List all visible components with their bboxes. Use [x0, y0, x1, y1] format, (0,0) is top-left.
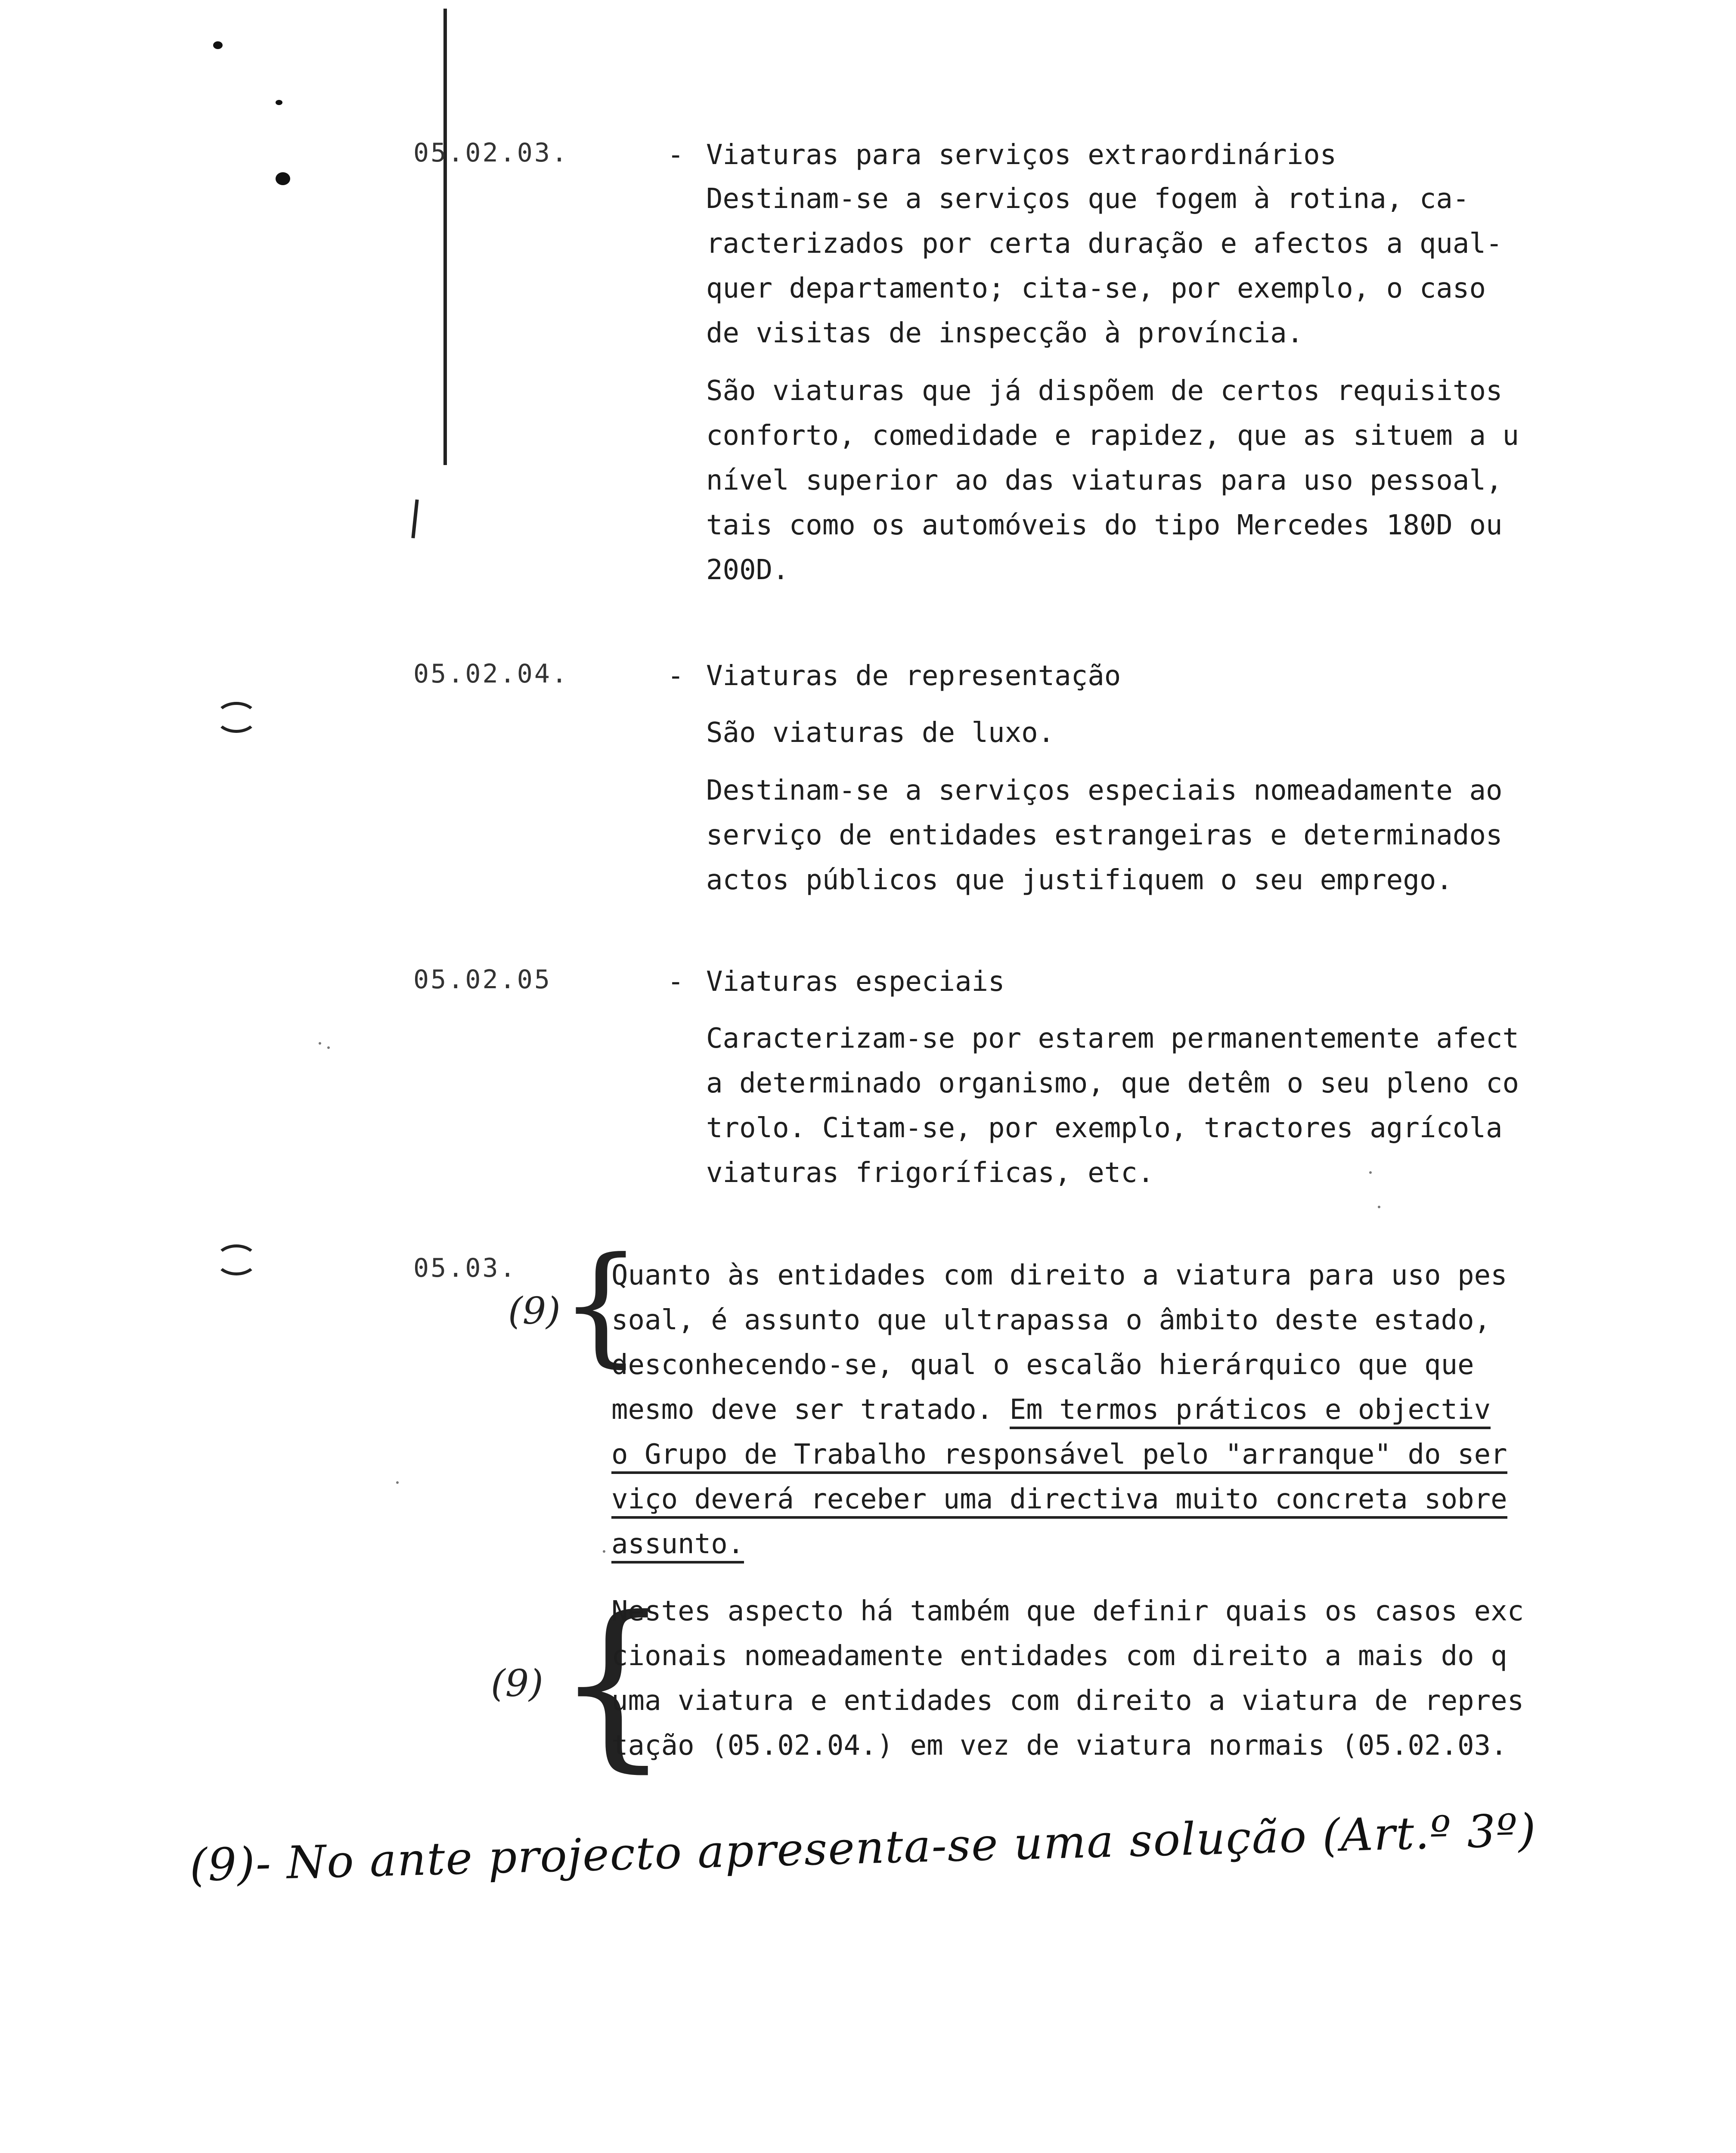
text-line: nível superior ao das viaturas para uso pessoal,	[706, 465, 1503, 496]
section-title-text: Viaturas de representação	[706, 660, 1121, 692]
section-block	[667, 133, 1675, 605]
margin-line	[443, 9, 447, 465]
margin-tick	[411, 499, 418, 538]
margin-note-mark: (9)	[508, 1290, 561, 1333]
text-line	[611, 1387, 1688, 1432]
section-code: 05.02.03.	[413, 138, 569, 168]
text-line: conforto, comedidade e rapidez, que as situem a u	[706, 420, 1519, 452]
punch-hole-bottom	[215, 1244, 257, 1275]
section-code: 05.02.05	[413, 965, 552, 995]
text-line: Quanto às entidades com direito a viatura para uso pes	[611, 1260, 1507, 1291]
underlined-text: viço deverá receber uma directiva muito concreta sobre	[611, 1483, 1507, 1519]
paragraph	[706, 710, 1675, 755]
section-block	[667, 960, 1675, 1208]
paragraph	[706, 177, 1675, 356]
text-line: Nestes aspecto há também que definir quais os casos exc	[611, 1595, 1524, 1627]
section-code: 05.03.	[413, 1253, 517, 1283]
ink-dot	[276, 172, 290, 185]
paragraph	[706, 768, 1675, 903]
paragraph	[611, 1253, 1688, 1567]
text-line: serviço de entidades estrangeiras e determinados	[706, 819, 1503, 851]
margin-note-mark: (9)	[491, 1662, 543, 1705]
text-line: tação (05.02.04.) em vez de viatura normais (05.02.03.	[611, 1730, 1507, 1762]
ink-dot	[213, 41, 223, 49]
paragraph	[611, 1589, 1688, 1768]
section-title	[667, 960, 1675, 1003]
text-line: de visitas de inspecção à província.	[706, 317, 1304, 349]
text-line: viaturas frigoríficas, etc.	[706, 1157, 1154, 1189]
speck	[319, 1042, 321, 1045]
text-line: uma viatura e entidades com direito a viatura de repres	[611, 1685, 1524, 1717]
text-line: Destinam-se a serviços que fogem à rotina, ca-	[706, 183, 1469, 215]
ink-dot	[276, 100, 282, 105]
text-line: Destinam-se a serviços especiais nomeadamente ao	[706, 775, 1503, 807]
text-segment: mesmo deve ser tratado.	[611, 1394, 1010, 1426]
section-block	[667, 655, 1675, 915]
section-title	[667, 133, 1675, 177]
text-line: 200D.	[706, 554, 789, 586]
underlined-text: Em termos práticos e objectiv	[1010, 1394, 1491, 1429]
section-title-text: Viaturas especiais	[706, 966, 1005, 998]
speck	[327, 1046, 330, 1049]
speck	[603, 1550, 605, 1553]
underlined-text: assunto.	[611, 1528, 744, 1564]
text-line: racterizados por certa duração e afectos a qual-	[706, 228, 1503, 260]
dash: -	[667, 660, 684, 692]
text-line: Caracterizam-se por estarem permanentemente afect	[706, 1023, 1519, 1055]
punch-hole-top	[215, 702, 257, 733]
brace-icon: {	[555, 1578, 671, 1789]
paragraph-block	[611, 1589, 1688, 1781]
section-title	[667, 655, 1675, 698]
section-title-text: Viaturas para serviços extraordinários	[706, 139, 1337, 171]
underlined-line	[611, 1432, 1688, 1477]
dash: -	[667, 966, 684, 998]
underlined-line	[611, 1477, 1688, 1522]
dash: -	[667, 139, 684, 171]
text-line: tais como os automóveis do tipo Mercedes 180D ou	[706, 509, 1503, 541]
text-line: trolo. Citam-se, por exemplo, tractores agrícola	[706, 1112, 1503, 1144]
text-line: São viaturas de luxo.	[706, 717, 1055, 749]
underlined-line	[611, 1522, 1688, 1567]
text-line: São viaturas que já dispõem de certos requisitos	[706, 375, 1503, 407]
text-line: soal, é assunto que ultrapassa o âmbito deste estado,	[611, 1304, 1491, 1336]
text-line: desconhecendo-se, qual o escalão hierárquico que que	[611, 1349, 1474, 1381]
text-line: cionais nomeadamente entidades com direito a mais do q	[611, 1640, 1507, 1672]
paragraph	[706, 369, 1675, 593]
section-block	[611, 1253, 1688, 1579]
paragraph	[706, 1016, 1675, 1195]
section-code: 05.02.04.	[413, 659, 569, 689]
speck	[396, 1481, 399, 1484]
brace-icon: {	[560, 1229, 642, 1380]
handwritten-note: (9)- No ante projecto apresenta-se uma solução (Art.º 3º)	[189, 1804, 1538, 1892]
text-line: actos públicos que justifiquem o seu emprego.	[706, 864, 1453, 896]
text-line: quer departamento; cita-se, por exemplo, o caso	[706, 273, 1486, 304]
text-line: a determinado organismo, que detêm o seu pleno co	[706, 1067, 1519, 1099]
underlined-text: o Grupo de Trabalho responsável pelo "arranque" do ser	[611, 1439, 1507, 1474]
